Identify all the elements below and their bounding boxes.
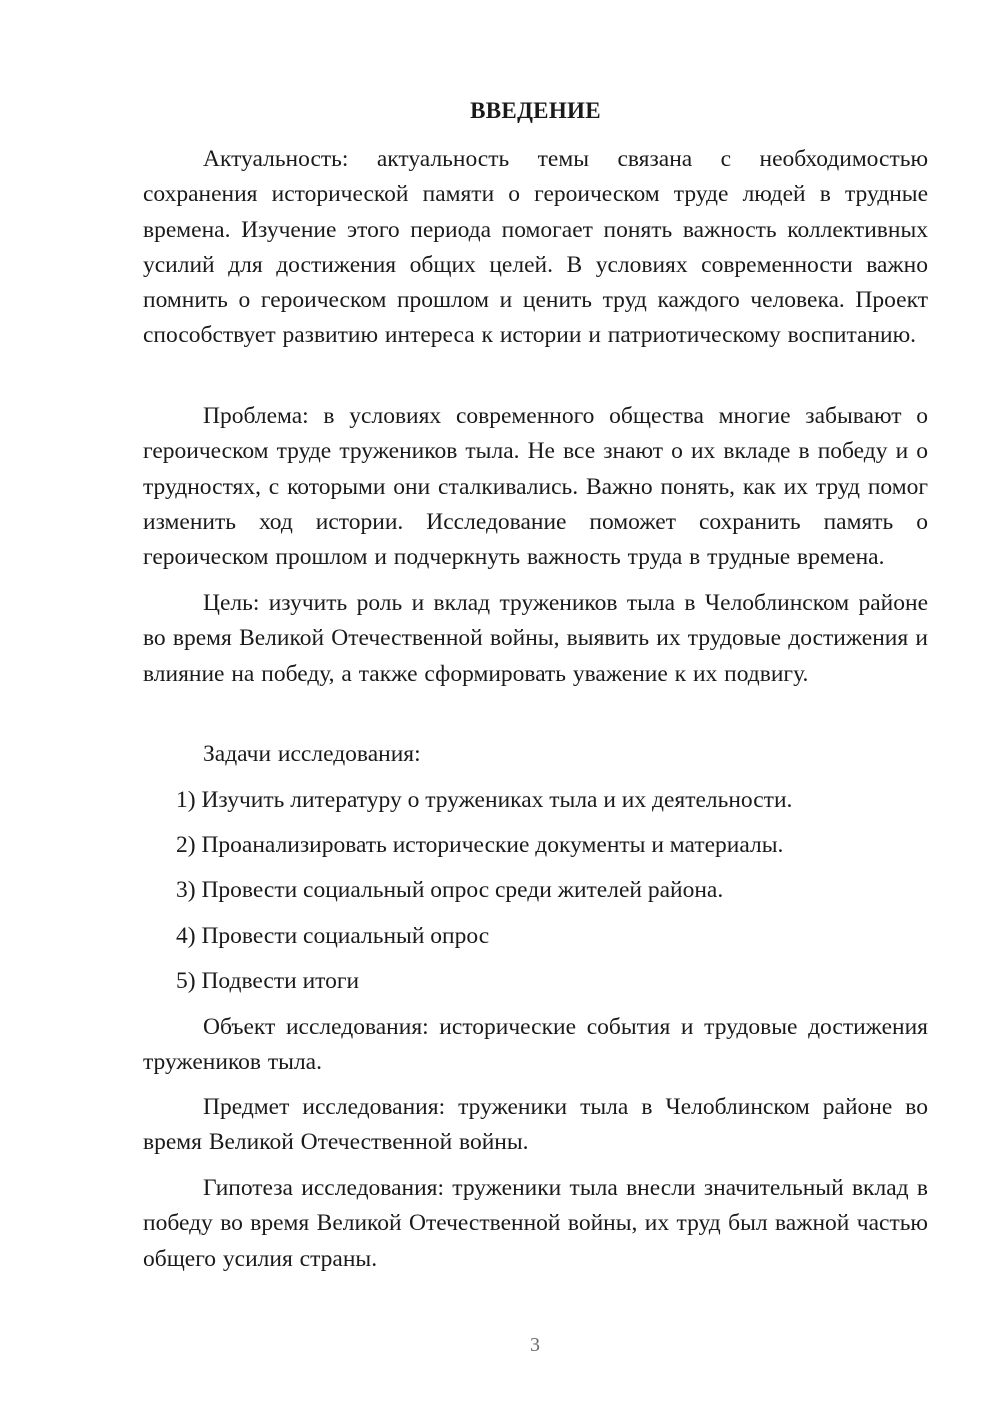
task-item-2: 2) Проанализировать исторические документы и материалы.	[176, 832, 784, 858]
page-number: 3	[530, 1334, 540, 1356]
task-item-3: 3) Провести социальный опрос среди жителей района.	[176, 877, 724, 903]
task-item-5: 5) Подвести итоги	[176, 968, 360, 994]
task-item-1: 1) Изучить литературу о тружениках тыла и их деятельности.	[176, 787, 793, 813]
section-title: ВВЕДЕНИЕ	[470, 98, 601, 123]
paragraph-subject: Предмет исследования: труженики тыла в Челоблинском районе во время Великой Отечественной войны.	[143, 1094, 928, 1156]
paragraph-problem: Проблема: в условиях современного общества многие забывают о героическом труде тружеников тыла. Не все знают о их вкладе в победу и о трудностях, с которыми они сталкивались. Важно понять, как их труд помог изменить ход истории. Исследование поможет сохранить память о героическом прошлом и подчеркнуть важность труда в трудные времена.	[143, 403, 928, 571]
paragraph-goal: Цель: изучить роль и вклад тружеников тыла в Челоблинском районе во время Великой Отечественной войны, выявить их трудовые достижения и влияние на победу, а также сформировать уважение к их подвигу.	[143, 590, 928, 687]
paragraph-relevance: Актуальность: актуальность темы связана с необходимостью сохранения исторической памяти о героическом труде людей в трудные времена. Изучение этого периода помогает понять важность коллективных усилий для достижения общих целей. В условиях современности важно помнить о героическом прошлом и ценить труд каждого человека. Проект способствует развитию интереса к истории и патриотическому воспитанию.	[143, 146, 928, 349]
paragraph-hypothesis: Гипотеза исследования: труженики тыла внесли значительный вклад в победу во время Великой Отечественной войны, их труд был важной частью общего усилия страны.	[143, 1175, 928, 1272]
task-item-4: 4) Провести социальный опрос	[176, 923, 490, 949]
tasks-heading: Задачи исследования:	[203, 741, 421, 767]
paragraph-object: Объект исследования: исторические события и трудовые достижения тружеников тыла.	[143, 1014, 928, 1076]
